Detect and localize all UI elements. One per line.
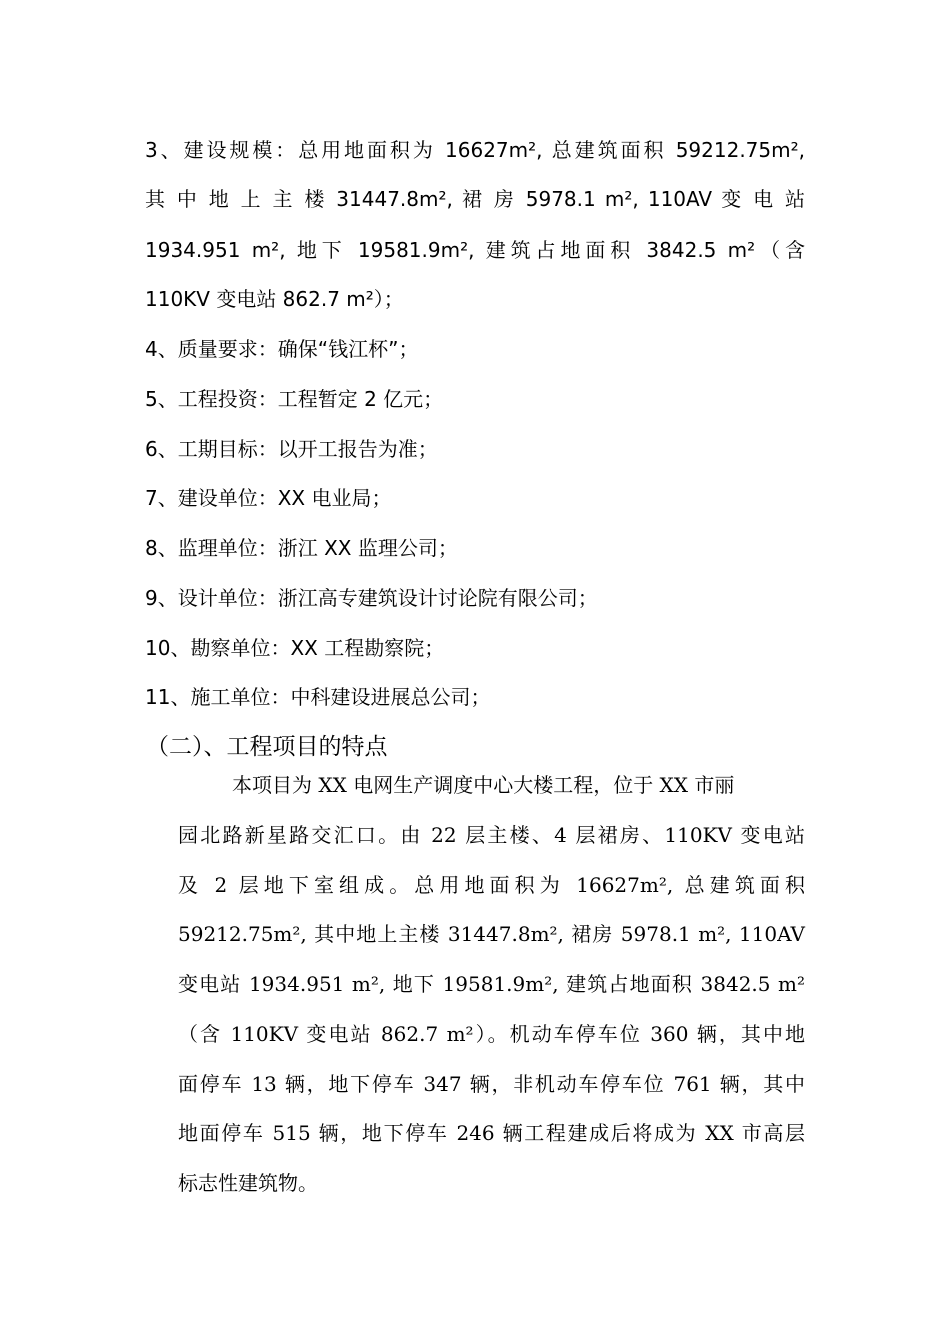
item-7-owner: 7、建设单位：XX 电业局； — [145, 486, 392, 510]
item-8-supervisor: 8、监理单位：浙江 XX 监理公司； — [145, 536, 458, 560]
paragraph-line-9: 标志性建筑物。 — [178, 1171, 318, 1195]
item-6-schedule: 6、工期目标：以开工报告为准； — [145, 437, 438, 461]
paragraph-line-2: 园北路新星路交汇口。由 22 层主楼、4 层裙房、110KV 变电站 — [178, 823, 805, 847]
item-10-surveyor: 10、勘察单位：XX 工程勘察院； — [145, 636, 445, 660]
paragraph-line-7: 面停车 13 辆，地下停车 347 辆，非机动车停车位 761 辆，其中 — [178, 1072, 805, 1096]
paragraph-line-5: 变电站 1934.951 m², 地下 19581.9m², 建筑占地面积 3842.5 m² — [178, 972, 805, 996]
item-3-line-2: 其 中 地 上 主 楼 31447.8m², 裙 房 5978.1 m², 110AV 变 电 站 — [145, 187, 805, 211]
item-3-line-3: 1934.951 m², 地下 19581.9m², 建筑占地面积 3842.5 m²（含 — [145, 238, 805, 262]
item-3-line-4: 110KV 变电站 862.7 m²）； — [145, 287, 404, 311]
item-5-investment: 5、工程投资：工程暂定 2 亿元； — [145, 387, 444, 411]
paragraph-line-3: 及 2 层地下室组成。总用地面积为 16627m², 总建筑面积 — [178, 873, 805, 897]
paragraph-line-8: 地面停车 515 辆，地下停车 246 辆工程建成后将成为 XX 市高层 — [178, 1121, 805, 1145]
item-4-quality: 4、质量要求：确保“钱江杯”； — [145, 337, 419, 361]
item-3-line-1: 3、建设规模：总用地面积为 16627m², 总建筑面积 59212.75m², — [145, 138, 805, 162]
item-9-designer: 9、设计单位：浙江高专建筑设计讨论院有限公司； — [145, 586, 598, 610]
paragraph-line-1: 本项目为 XX 电网生产调度中心大楼工程，位于 XX 市丽 — [232, 773, 735, 797]
section-heading: （二）、工程项目的特点 — [146, 734, 388, 760]
paragraph-line-6: （含 110KV 变电站 862.7 m²）。机动车停车位 360 辆，其中地 — [178, 1022, 805, 1046]
item-11-contractor: 11、施工单位：中科建设进展总公司； — [145, 685, 491, 709]
paragraph-line-4: 59212.75m², 其中地上主楼 31447.8m², 裙房 5978.1 m², 110AV — [178, 922, 805, 946]
